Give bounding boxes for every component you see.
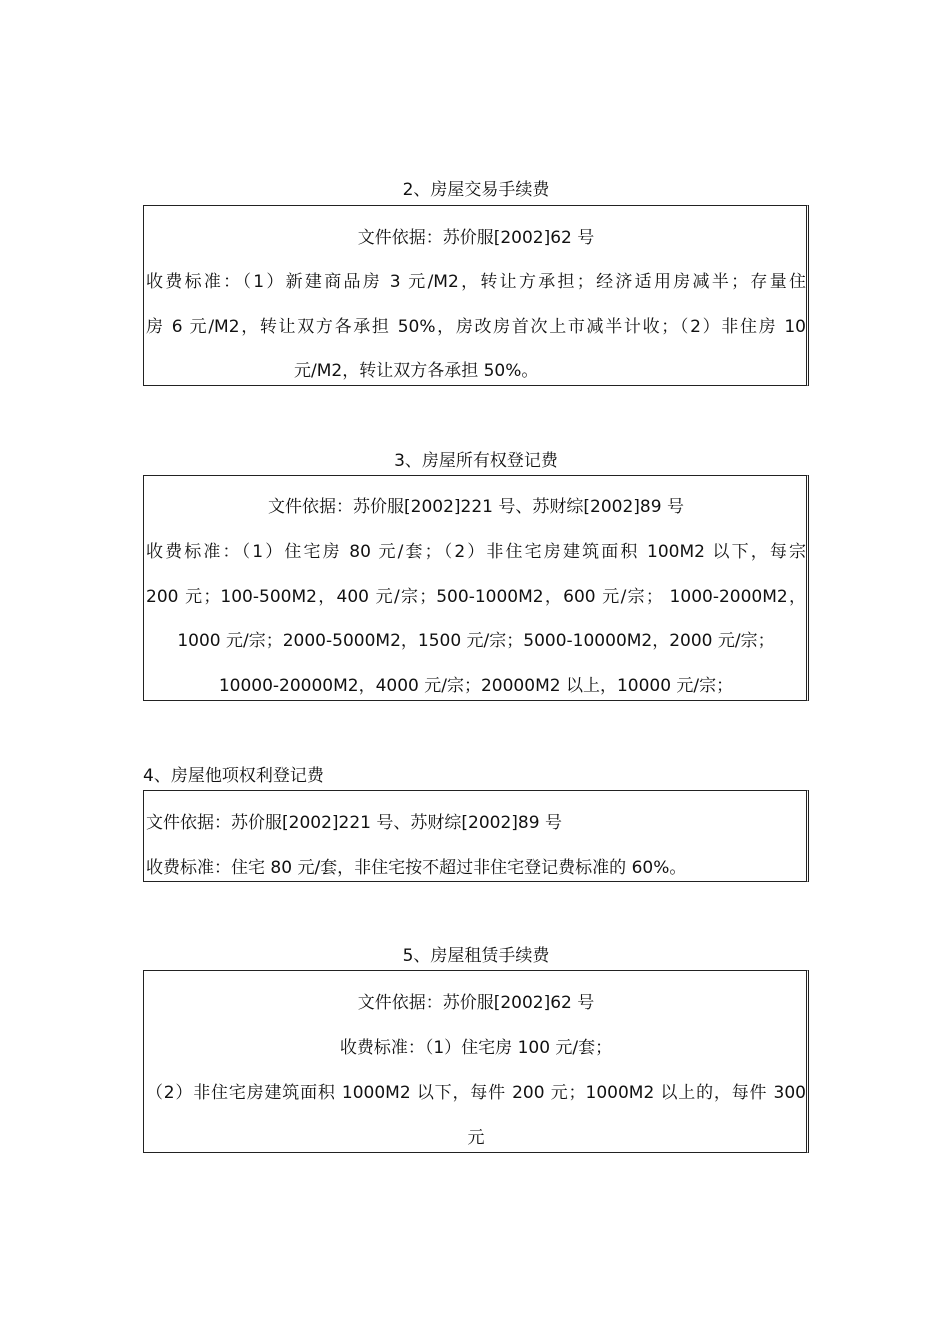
fee-standard-line: 元/M2，转让双方各承担 50%。 [294,361,539,381]
fee-standard-line: 收费标准：（1）新建商品房 3 元/M2，转让方承担；经济适用房减半；存量住 [146,272,806,292]
fee-box [143,205,809,386]
fee-standard-line: 200 元；100-500M2，400 元/宗；500-1000M2，600 元/宗； 1000-2000M2， [146,587,806,607]
fee-standard-line: 1000 元/宗；2000-5000M2，1500 元/宗；5000-10000M2，2000 元/宗； [177,631,775,651]
document-basis: 文件依据：苏价服[2002]62 号 [357,993,595,1013]
fee-standard-line: （2）非住宅房建筑面积 1000M2 以下，每件 200 元；1000M2 以上的，每件 300 [146,1083,806,1103]
document-basis: 文件依据：苏价服[2002]62 号 [357,228,595,248]
section-heading: 2、房屋交易手续费 [402,180,550,200]
document-basis: 文件依据：苏价服[2002]221 号、苏财综[2002]89 号 [146,813,562,833]
fee-standard-line: 收费标准：（1）住宅房 80 元/套；（2）非住宅房建筑面积 100M2 以下，每宗 [146,542,806,562]
fee-standard-line: 房 6 元/M2，转让双方各承担 50%，房改房首次上市减半计收；（2）非住房 10 [146,317,806,337]
section-heading: 3、房屋所有权登记费 [394,451,558,471]
section-heading: 5、房屋租赁手续费 [402,946,550,966]
fee-standard-line: 收费标准：住宅 80 元/套，非住宅按不超过非住宅登记费标准的 60%。 [146,858,687,878]
fee-standard-line: 10000-20000M2，4000 元/宗；20000M2 以上，10000 元/宗； [218,676,734,696]
section-heading: 4、房屋他项权利登记费 [143,766,324,786]
fee-standard-line: 收费标准：（1）住宅房 100 元/套； [339,1038,613,1058]
fee-standard-line: 元 [467,1128,485,1148]
document-basis: 文件依据：苏价服[2002]221 号、苏财综[2002]89 号 [268,497,684,517]
fee-box [143,790,809,882]
fee-box [143,475,809,701]
fee-box [143,970,809,1153]
